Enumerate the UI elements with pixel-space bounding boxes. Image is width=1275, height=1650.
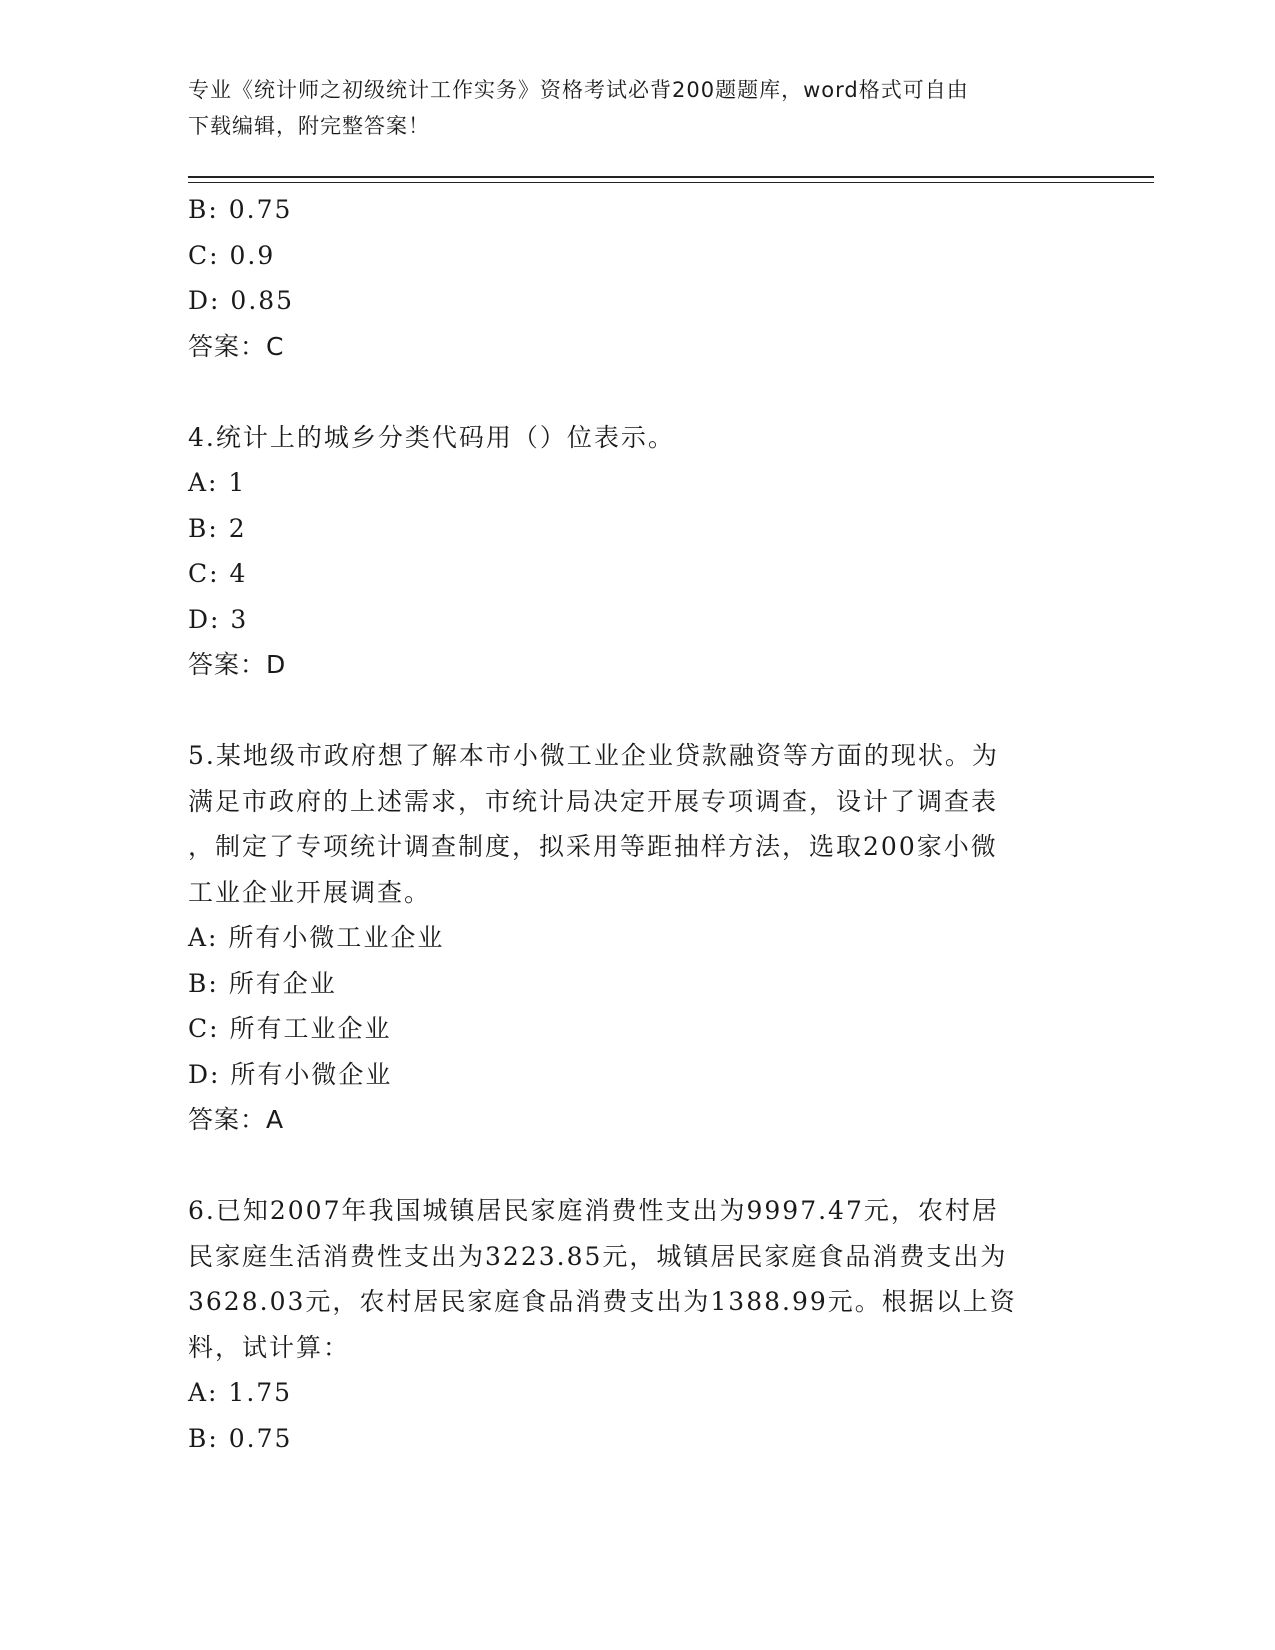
option-a: A: 1 <box>188 468 247 497</box>
option-a: A: 1.75 <box>188 1378 293 1407</box>
question-5 <box>188 733 1088 1143</box>
question-stem-line: 5.某地级市政府想了解本市小微工业企业贷款融资等方面的现状。为 <box>188 741 999 770</box>
option-d: D: 3 <box>188 604 249 634</box>
option-b: B: 0.75 <box>188 195 293 224</box>
spacer <box>188 369 1088 415</box>
option-d: D: 0.85 <box>188 286 295 315</box>
option-c: C: 所有工业企业 <box>188 1014 392 1043</box>
question-stem-line: ，制定了专项统计调查制度，拟采用等距抽样方法，选取200家小微 <box>188 832 998 861</box>
question-stem-line: 6.已知2007年我国城镇居民家庭消费性支出为9997.47元，农村居 <box>188 1196 999 1225</box>
question-6 <box>188 1188 1088 1461</box>
option-b: B: 2 <box>188 513 247 543</box>
question-3-continued <box>188 187 1088 369</box>
answer-line: 答案：D <box>188 650 287 679</box>
header-divider-thick <box>188 176 1154 178</box>
spacer <box>188 688 1088 734</box>
question-stem-line: 3628.03元，农村居民家庭食品消费支出为1388.99元。根据以上资 <box>188 1287 1017 1316</box>
question-stem-line: 民家庭生活消费性支出为3223.85元，城镇居民家庭食品消费支出为 <box>188 1241 1008 1271</box>
header-title-line-2: 下载编辑，附完整答案！ <box>188 114 430 138</box>
option-b: B: 所有企业 <box>188 968 337 998</box>
question-stem-line: 满足市政府的上述需求，市统计局决定开展专项调查，设计了调查表 <box>188 786 999 816</box>
option-a: A: 所有小微工业企业 <box>188 923 445 952</box>
question-stem: 4.统计上的城乡分类代码用（）位表示。 <box>188 422 675 452</box>
question-stem-line: 工业企业开展调查。 <box>188 877 432 907</box>
header-divider-thin <box>188 182 1154 183</box>
answer-line: 答案：C <box>188 331 285 361</box>
option-c: C: 4 <box>188 559 248 588</box>
question-list <box>188 187 1088 1461</box>
header-title-line-1: 专业《统计师之初级统计工作实务》资格考试必背200题题库，word格式可自由 <box>188 78 969 102</box>
option-d: D: 所有小微企业 <box>188 1059 393 1089</box>
question-4 <box>188 415 1088 688</box>
document-header <box>188 72 1068 144</box>
option-c: C: 0.9 <box>188 240 276 270</box>
answer-line: 答案：A <box>188 1105 285 1134</box>
option-b: B: 0.75 <box>188 1423 293 1453</box>
question-stem-line: 料，试计算： <box>188 1332 351 1362</box>
spacer <box>188 1143 1088 1189</box>
